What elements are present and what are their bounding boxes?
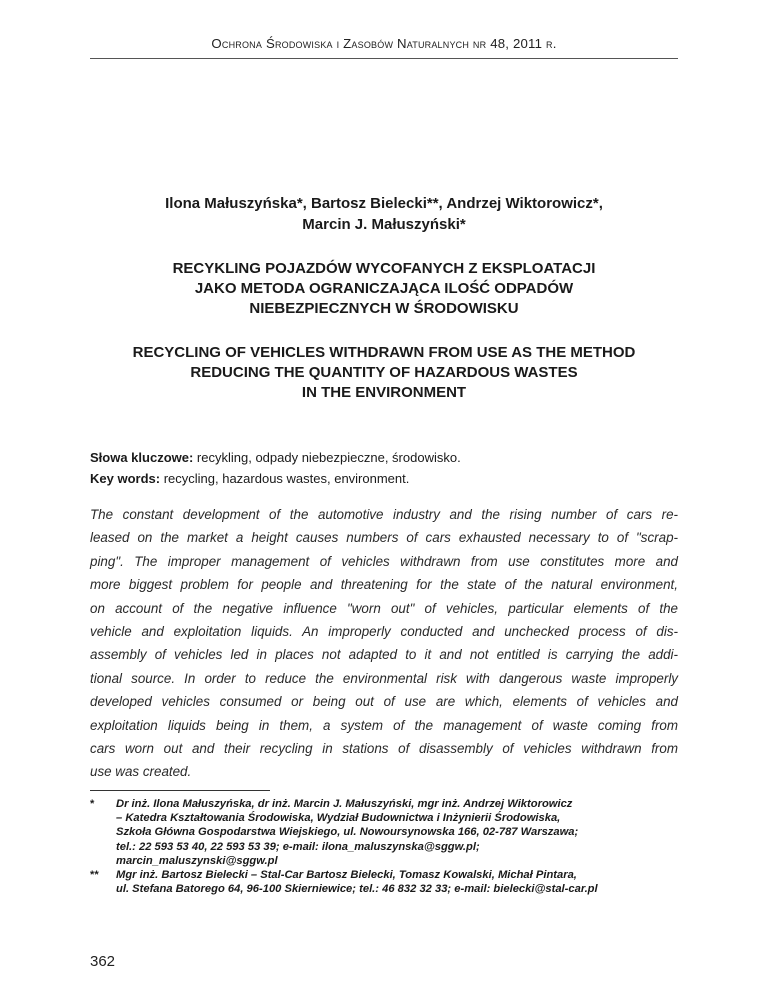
- authors: [90, 193, 678, 235]
- abstract-line: use was created.: [90, 764, 192, 780]
- footnote-1-line: Szkoła Główna Gospodarstwa Wiejskiego, ul. Nowoursynowska 166, 02-787 Warszawa;: [116, 826, 579, 839]
- keywords-en-label: Key words:: [90, 471, 161, 486]
- abstract-line: exploitation liquids being in them, a system of the management of waste coming from: [90, 717, 678, 733]
- abstract-line: assembly of vehicles led in places not adapted to it and not entitled is carrying the addi-: [90, 647, 678, 663]
- footnote-2-mark: **: [90, 869, 99, 882]
- running-head: Ochrona Środowiska i Zasobów Naturalnych nr 48, 2011 r.: [211, 36, 557, 51]
- abstract-line: developed vehicles consumed or being out of use are which, elements of vehicles and: [90, 694, 678, 710]
- keywords-pl-text: recykling, odpady niebezpieczne, środowisko.: [193, 450, 461, 465]
- footnote-1: [90, 797, 690, 868]
- footnote-1-line: – Katedra Kształtowania Środowiska, Wydział Budownictwa i Inżynierii Środowiska,: [116, 812, 561, 825]
- abstract-line: The constant development of the automotive industry and the rising number of cars re-: [90, 507, 678, 522]
- title-en-line-2: REDUCING THE QUANTITY OF HAZARDOUS WASTES: [190, 364, 578, 381]
- title-polish: [90, 259, 678, 319]
- title-en-line-3: IN THE ENVIRONMENT: [301, 384, 467, 401]
- header-rule: [90, 58, 678, 59]
- keywords-polish: [90, 447, 678, 468]
- title-english: [90, 343, 678, 403]
- page-number: 362: [90, 953, 116, 970]
- title-pl-line-3: NIEBEZPIECZNYCH W ŚRODOWISKU: [249, 300, 519, 317]
- keywords-english: [90, 468, 678, 489]
- title-en-line-1: RECYCLING OF VEHICLES WITHDRAWN FROM USE AS THE METHOD: [132, 344, 636, 361]
- footnote-2: [90, 868, 690, 896]
- keywords: [90, 447, 678, 489]
- footnote-1-line: tel.: 22 593 53 40, 22 593 53 39; e-mail: ilona_maluszynska@sggw.pl;: [116, 840, 480, 853]
- footnote-1-line: Dr inż. Ilona Małuszyńska, dr inż. Marcin J. Małuszyński, mgr inż. Andrzej Wiktorowicz: [116, 798, 573, 810]
- authors-line-1: Ilona Małuszyńska*, Bartosz Bielecki**, Andrzej Wiktorowicz*,: [165, 195, 603, 212]
- abstract-line: on account of the negative influence "worn out" of vehicles, particular elements of the: [90, 600, 678, 616]
- footnote-2-line: ul. Stefana Batorego 64, 96-100 Skierniewice; tel.: 46 832 32 33; e-mail: bielecki@stal-car.pl: [116, 883, 598, 896]
- footnotes: [90, 797, 690, 896]
- abstract-line: ping". The improper management of vehicles withdrawn from use constitutes more and: [90, 553, 678, 569]
- abstract: [90, 503, 678, 784]
- title-pl-line-1: RECYKLING POJAZDÓW WYCOFANYCH Z EKSPLOATACJI: [172, 260, 596, 277]
- abstract-line: cars worn out and their recycling in stations of disassembly of vehicles withdrawn from: [90, 740, 678, 756]
- title-pl-line-2: JAKO METODA OGRANICZAJĄCA ILOŚĆ ODPADÓW: [194, 280, 574, 297]
- abstract-line: tional source. In order to reduce the environmental risk with dangerous waste improperly: [90, 670, 678, 686]
- footnote-rule: [90, 790, 270, 791]
- keywords-pl-label: Słowa kluczowe:: [90, 450, 194, 465]
- abstract-line: more biggest problem for people and threatening for the state of the natural environment,: [90, 577, 678, 593]
- footnote-1-line: marcin_maluszynski@sggw.pl: [116, 854, 278, 867]
- keywords-en-text: recycling, hazardous wastes, environment.: [160, 471, 410, 486]
- abstract-line: vehicle and exploitation liquids. An improperly conducted and unchecked process of dis-: [90, 623, 678, 639]
- footnote-1-mark: *: [90, 798, 95, 810]
- authors-line-2: Marcin J. Małuszyński*: [302, 216, 466, 233]
- abstract-line: leased on the market a height causes numbers of cars exhausted necessary to of "scrap-: [90, 530, 678, 546]
- footnote-2-line: Mgr inż. Bartosz Bielecki – Stal-Car Bartosz Bielecki, Tomasz Kowalski, Michał Pintara,: [116, 869, 577, 882]
